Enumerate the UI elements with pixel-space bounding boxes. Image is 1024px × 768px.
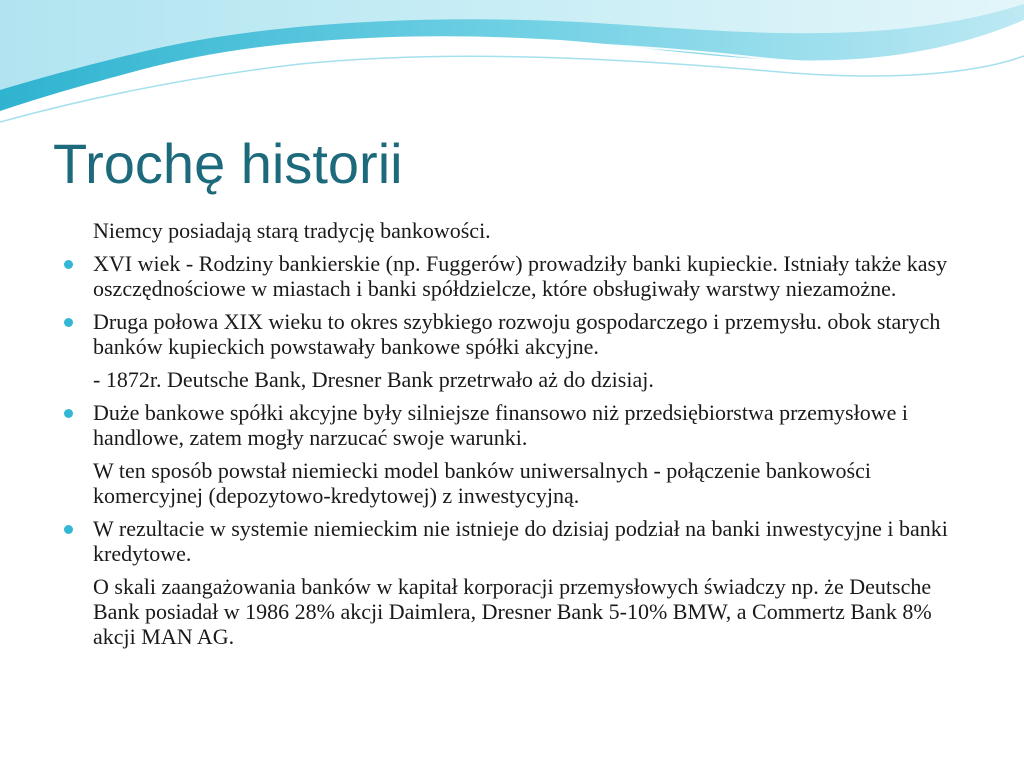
paragraph-text: - 1872r. Deutsche Bank, Dresner Bank przetrwało aż do dzisiaj. — [93, 367, 654, 392]
bullet-dot-icon — [64, 318, 73, 327]
paragraph-text: W ten sposób powstał niemiecki model banków uniwersalnych - połączenie bankowości komercyjnej (depozytowo-kredytowej) z inwestycyjną. — [93, 458, 871, 508]
paragraph — [60, 574, 975, 649]
bullet-dot-icon — [64, 525, 73, 534]
paragraph-text: Niemcy posiadają starą tradycję bankowości. — [93, 218, 491, 243]
bullet-item — [60, 400, 975, 450]
slide-title: Trochę historii — [53, 132, 403, 195]
paragraph — [60, 367, 975, 392]
paragraph-text: XVI wiek - Rodziny bankierskie (np. Fuggerów) prowadziły banki kupieckie. Istniały także kasy oszczędnościowe w miastach i banki spółdzielcze, które obsługiwały warstwy niezamożne. — [93, 251, 948, 301]
bullet-item — [60, 516, 975, 566]
paragraph-text: W rezultacie w systemie niemieckim nie istnieje do dzisiaj podział na banki inwestycyjne i banki kredytowe. — [93, 516, 948, 566]
bullet-dot-icon — [64, 409, 73, 418]
bullet-dot-icon — [64, 260, 73, 269]
paragraph-text: Duże bankowe spółki akcyjne były silniejsze finansowo niż przedsiębiorstwa przemysłowe i handlowe, zatem mogły narzucać swoje warunki. — [93, 400, 908, 450]
paragraph-text: Druga połowa XIX wieku to okres szybkiego rozwoju gospodarczego i przemysłu. obok starych banków kupieckich powstawały bankowe spółki akcyjne. — [93, 309, 941, 359]
bullet-item — [60, 309, 975, 359]
slide-content — [60, 218, 975, 657]
header-wave-decoration — [0, 0, 1024, 130]
bullet-item — [60, 251, 975, 301]
paragraph-text: O skali zaangażowania banków w kapitał korporacji przemysłowych świadczy np. że Deutsche Bank posiadał w 1986 28% akcji Daimlera, Dresner Bank 5-10% BMW, a Commertz Bank 8% akcji MAN AG. — [93, 574, 932, 649]
paragraph — [60, 218, 975, 243]
paragraph — [60, 458, 975, 508]
